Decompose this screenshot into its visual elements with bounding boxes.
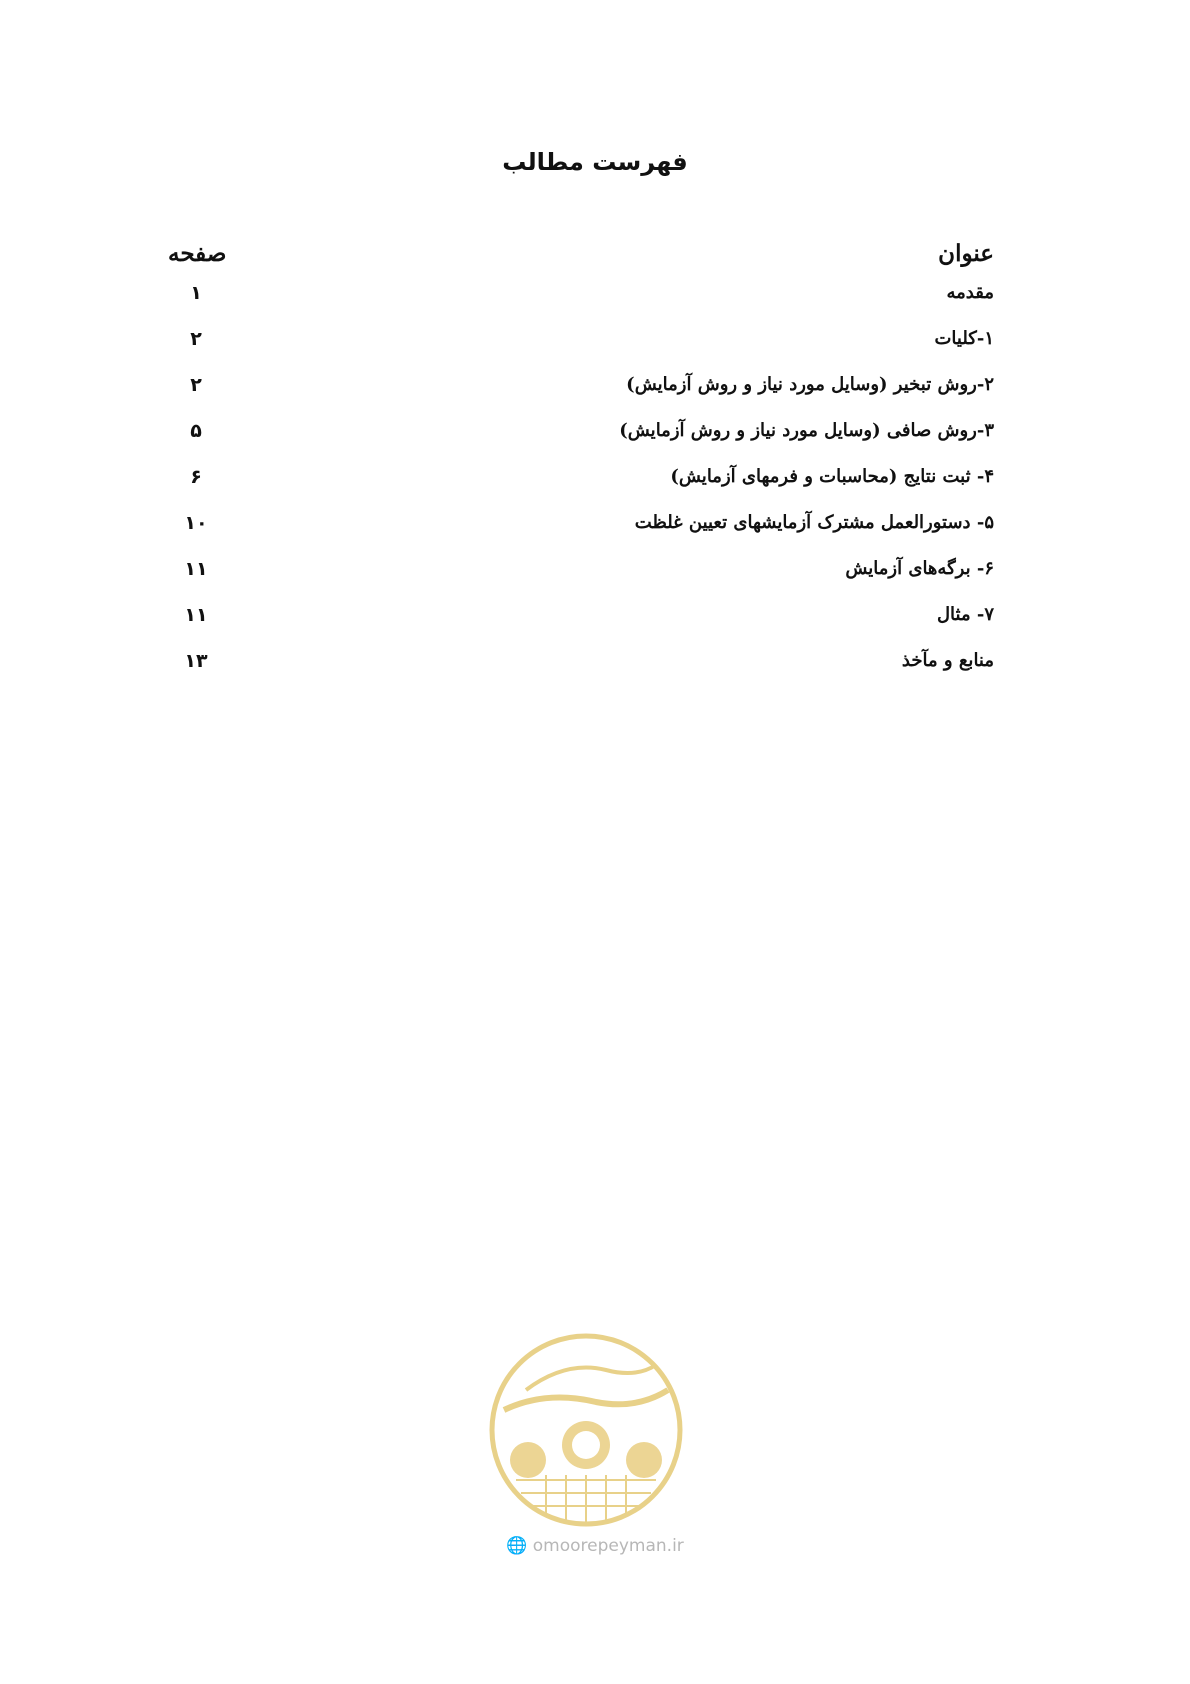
- toc-item-generalities[interactable]: [0, 328, 1190, 374]
- toc-item-introduction[interactable]: [0, 282, 1190, 328]
- toc-item-page: ۱۱: [184, 558, 208, 580]
- toc-item-common-instructions[interactable]: [0, 512, 1190, 558]
- watermark-caption: [495, 1536, 695, 1556]
- toc-item-example[interactable]: [0, 604, 1190, 650]
- toc-item-title: ۳-روش صافی (وسایل مورد نیاز و روش آزمایش): [619, 420, 994, 441]
- toc-item-title: ۶- برگه‌های آزمایش: [845, 558, 994, 579]
- toc-item-page: ۲: [190, 374, 202, 396]
- toc-item-page: ۶: [190, 466, 202, 488]
- toc-item-references[interactable]: [0, 650, 1190, 696]
- toc-item-evaporation-method[interactable]: [0, 374, 1190, 420]
- globe-icon: 🌐: [506, 1536, 528, 1556]
- toc-item-filter-method[interactable]: [0, 420, 1190, 466]
- toc-item-page: ۱۳: [184, 650, 208, 672]
- toc-item-page: ۱۱: [184, 604, 208, 626]
- page-title: فهرست مطالب: [502, 148, 688, 176]
- page-column-header: صفحه: [168, 240, 227, 267]
- toc-list: [0, 282, 1190, 696]
- toc-item-title: ۴- ثبت نتایج (محاسبات و فرمهای آزمایش): [670, 466, 994, 487]
- toc-item-page: ۲: [190, 328, 202, 350]
- toc-item-title: ۵- دستورالعمل مشترک آزمایشهای تعیین غلظت: [634, 512, 994, 533]
- toc-item-page: ۵: [190, 420, 202, 442]
- watermark-url: omoorepeyman.ir: [532, 1536, 684, 1556]
- toc-item-title: ۱-کلیات: [934, 328, 994, 349]
- title-column-header: عنوان: [938, 240, 994, 267]
- toc-item-title: ۷- مثال: [936, 604, 994, 625]
- watermark-logo: [486, 1330, 686, 1530]
- toc-item-page: ۱۰: [184, 512, 208, 534]
- toc-item-title: مقدمه: [946, 282, 994, 303]
- toc-item-page: ۱: [190, 282, 202, 304]
- toc-item-recording-results[interactable]: [0, 466, 1190, 512]
- toc-item-title: ۲-روش تبخیر (وسایل مورد نیاز و روش آزمایش): [626, 374, 994, 395]
- toc-item-title: منابع و مآخذ: [901, 650, 994, 671]
- toc-item-test-sheets[interactable]: [0, 558, 1190, 604]
